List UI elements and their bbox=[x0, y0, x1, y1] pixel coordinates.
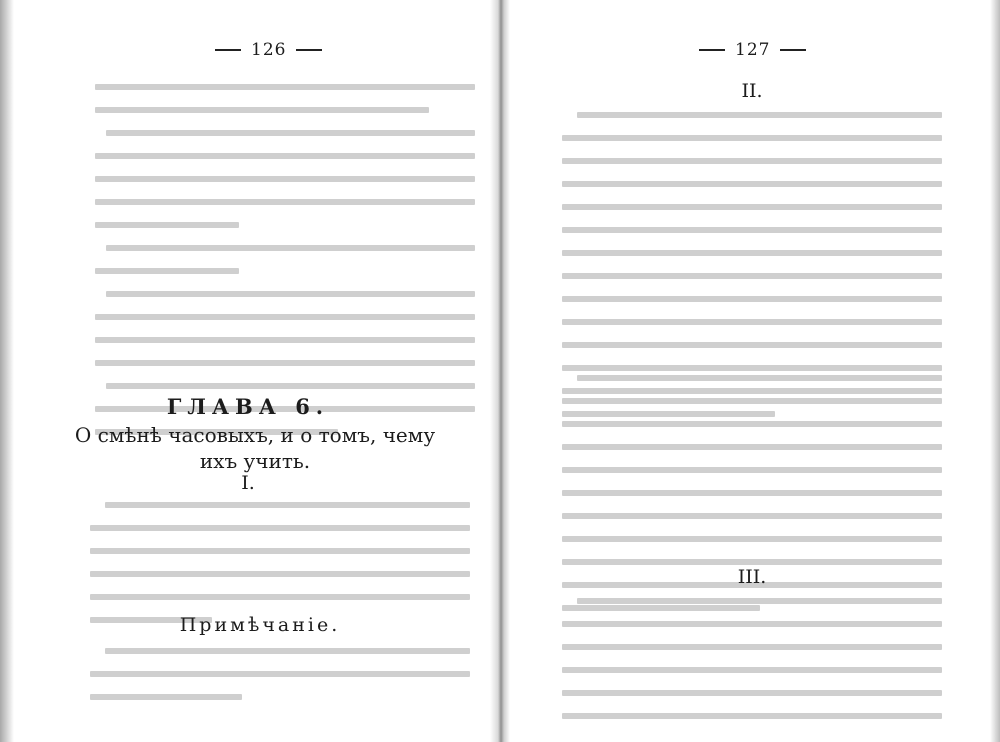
left-text-block-3 bbox=[90, 648, 470, 717]
right-page-number bbox=[699, 40, 806, 60]
left-page-number bbox=[215, 40, 322, 60]
left-page bbox=[0, 0, 496, 742]
chapter-heading: ГЛАВА 6. bbox=[166, 394, 330, 419]
right-text-block-2 bbox=[562, 375, 942, 628]
left-page-number-text: 126 bbox=[251, 40, 287, 60]
section-1-number: I. bbox=[241, 472, 255, 494]
section-3-number: III. bbox=[737, 566, 767, 588]
chapter-title: О смѣнѣ часовыхъ, и о томъ, чему ихъ учить. bbox=[74, 423, 436, 473]
note-heading: Примѣчаніе. bbox=[179, 614, 341, 636]
section-2-number: II. bbox=[741, 80, 763, 102]
right-text-block-3 bbox=[562, 598, 942, 736]
right-page-number-text: 127 bbox=[735, 40, 771, 60]
right-page bbox=[504, 0, 1000, 742]
